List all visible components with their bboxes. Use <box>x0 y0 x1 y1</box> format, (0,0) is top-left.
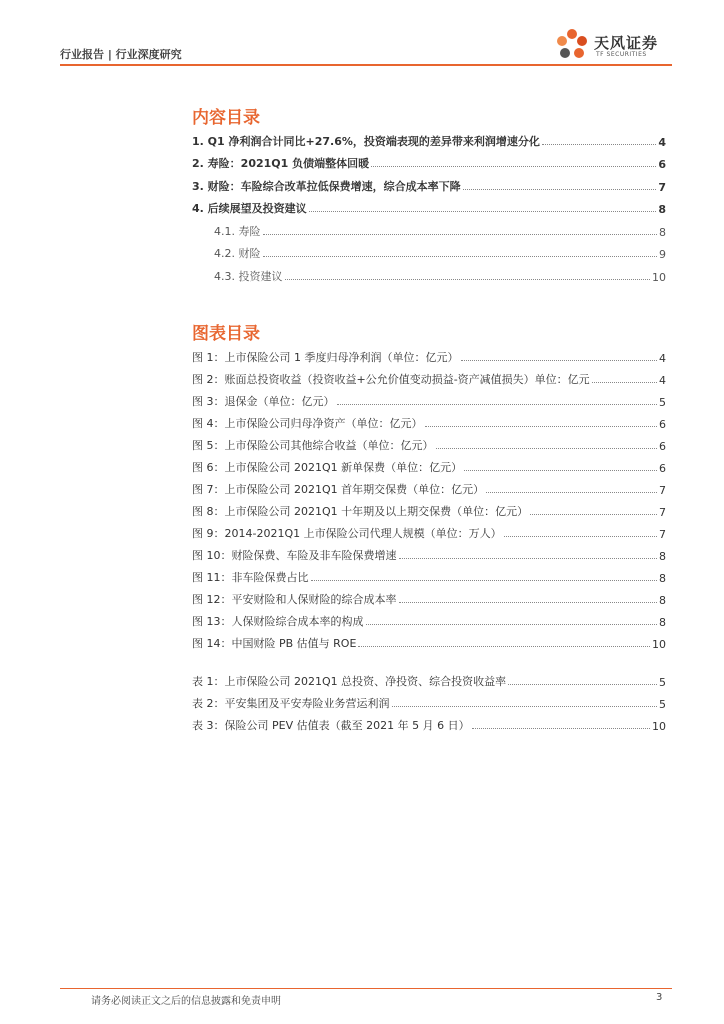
dot-leader <box>263 234 658 235</box>
entry-label: 图 4：上市保险公司归母净资产（单位：亿元） <box>192 417 423 430</box>
header-divider <box>60 64 672 66</box>
figure-entry[interactable] <box>192 343 666 365</box>
entry-page: 6 <box>659 462 666 475</box>
entry-label: 图 9：2014-2021Q1 上市保险公司代理人规模（单位：万人） <box>192 527 502 540</box>
figure-entry[interactable] <box>192 365 666 387</box>
company-logo <box>552 22 672 62</box>
figure-entry[interactable] <box>192 607 666 629</box>
entry-label: 图 6：上市保险公司 2021Q1 新单保费（单位：亿元） <box>192 461 463 474</box>
entry-label: 4.3. 投资建议 <box>214 269 283 283</box>
entry-page: 4 <box>659 352 666 365</box>
toc-entry[interactable] <box>192 126 666 149</box>
dot-leader <box>542 144 656 145</box>
entry-label: 图 3：退保金（单位：亿元） <box>192 395 335 408</box>
toc-entry[interactable] <box>192 239 666 262</box>
entry-label: 图 2：账面总投资收益（投资收益+公允价值变动损益-资产减值损失）单位：亿元 <box>192 373 590 386</box>
dot-leader <box>366 624 658 625</box>
entry-page: 7 <box>658 180 666 194</box>
entry-page: 10 <box>652 270 666 284</box>
entry-page: 7 <box>659 528 666 541</box>
footer-disclaimer: 请务必阅读正文之后的信息披露和免责申明 <box>91 996 281 1007</box>
dot-leader <box>337 404 658 405</box>
entry-page: 10 <box>652 638 666 651</box>
entry-page: 4 <box>658 135 666 149</box>
dot-leader <box>464 470 657 471</box>
toc-entry[interactable] <box>192 216 666 239</box>
entry-label: 4.2. 财险 <box>214 247 261 260</box>
figure-entry[interactable] <box>192 453 666 475</box>
figure-entry[interactable] <box>192 519 666 541</box>
entry-label: 2. 寿险：2021Q1 负债端整体回暖 <box>192 157 370 170</box>
figure-entry[interactable] <box>192 387 666 409</box>
table-entry[interactable] <box>192 689 666 711</box>
toc-entry[interactable] <box>192 261 666 284</box>
dot-leader <box>592 382 657 383</box>
entry-label: 表 3：保险公司 PEV 估值表（截至 2021 年 5 月 6 日） <box>192 719 470 732</box>
dot-leader <box>263 256 658 257</box>
dot-leader <box>425 426 658 427</box>
dot-leader <box>371 166 656 167</box>
dot-leader <box>392 706 658 707</box>
entry-page: 4 <box>659 374 666 387</box>
tables-list <box>192 667 666 733</box>
dot-leader <box>309 211 657 212</box>
entry-label: 表 1：上市保险公司 2021Q1 总投资、净投资、综合投资收益率 <box>192 675 507 688</box>
figure-entry[interactable] <box>192 431 666 453</box>
entry-label: 图 7：上市保险公司 2021Q1 首年期交保费（单位：亿元） <box>192 483 485 496</box>
footer-divider <box>60 988 672 989</box>
entry-page: 5 <box>659 676 666 689</box>
entry-page: 5 <box>659 396 666 409</box>
dot-leader <box>486 492 657 493</box>
entry-label: 图 11：非车险保费占比 <box>192 571 309 584</box>
entry-page: 8 <box>659 550 666 563</box>
entry-page: 10 <box>652 720 666 733</box>
entry-page: 8 <box>659 225 666 239</box>
dot-leader <box>508 684 657 685</box>
flower-logo-icon <box>552 26 592 62</box>
entry-page: 8 <box>659 572 666 585</box>
toc-entry[interactable] <box>192 171 666 194</box>
entry-label: 表 2：平安集团及平安寿险业务营运利润 <box>192 697 390 710</box>
entry-page: 6 <box>658 158 666 171</box>
dot-leader <box>504 536 657 537</box>
figure-entry[interactable] <box>192 541 666 563</box>
entry-page: 6 <box>659 418 666 431</box>
toc-list <box>192 126 666 284</box>
dot-leader <box>311 580 658 581</box>
report-category: 行业报告 | 行业深度研究 <box>60 48 182 61</box>
dot-leader <box>285 279 651 280</box>
entry-page: 9 <box>659 248 666 261</box>
entry-page: 5 <box>659 698 666 711</box>
figures-title: 图表目录 <box>192 324 260 344</box>
dot-leader <box>472 728 650 729</box>
table-entry[interactable] <box>192 667 666 689</box>
logo-text: 天风证券 <box>594 34 659 52</box>
entry-label: 图 8：上市保险公司 2021Q1 十年期及以上期交保费（单位：亿元） <box>192 505 529 518</box>
entry-label: 图 13：人保财险综合成本率的构成 <box>192 615 364 628</box>
toc-title: 内容目录 <box>192 108 260 128</box>
figure-entry[interactable] <box>192 629 666 651</box>
figure-entry[interactable] <box>192 585 666 607</box>
entry-page: 7 <box>659 506 666 519</box>
toc-entry[interactable] <box>192 149 666 172</box>
entry-page: 8 <box>659 616 666 629</box>
dot-leader <box>399 558 658 559</box>
figure-entry[interactable] <box>192 497 666 519</box>
dot-leader <box>461 360 658 361</box>
entry-label: 图 1：上市保险公司 1 季度归母净利润（单位：亿元） <box>192 351 459 364</box>
dot-leader <box>530 514 657 515</box>
page-header <box>60 22 672 72</box>
dot-leader <box>399 602 658 603</box>
entry-label: 图 10：财险保费、车险及非车险保费增速 <box>192 549 397 562</box>
entry-label: 图 5：上市保险公司其他综合收益（单位：亿元） <box>192 439 434 452</box>
page-number: 3 <box>656 992 663 1003</box>
entry-label: 1. Q1 净利润合计同比+27.6%，投资端表现的差异带来利润增速分化 <box>192 134 540 148</box>
figure-entry[interactable] <box>192 563 666 585</box>
entry-label: 图 14：中国财险 PB 估值与 ROE <box>192 637 357 650</box>
dot-leader <box>436 448 658 449</box>
entry-label: 图 12：平安财险和人保财险的综合成本率 <box>192 593 397 606</box>
entry-label: 3. 财险：车险综合改革拉低保费增速，综合成本率下降 <box>192 179 461 193</box>
entry-page: 8 <box>658 203 666 216</box>
figures-list <box>192 343 666 651</box>
entry-page: 8 <box>659 594 666 607</box>
figure-entry[interactable] <box>192 409 666 431</box>
figure-entry[interactable] <box>192 475 666 497</box>
entry-page: 6 <box>659 440 666 453</box>
dot-leader <box>358 646 650 647</box>
toc-entry[interactable] <box>192 194 666 217</box>
table-entry[interactable] <box>192 711 666 733</box>
dot-leader <box>463 189 657 190</box>
entry-label: 4. 后续展望及投资建议 <box>192 202 307 215</box>
entry-page: 7 <box>659 484 666 497</box>
entry-label: 4.1. 寿险 <box>214 224 261 238</box>
logo-subtext: TF SECURITIES <box>596 51 647 58</box>
